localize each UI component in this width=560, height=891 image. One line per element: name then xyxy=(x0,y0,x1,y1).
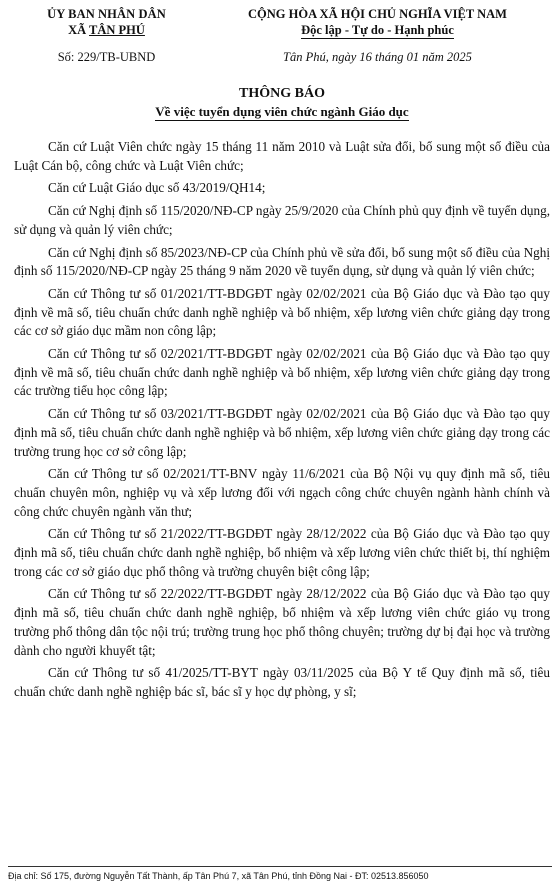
document-header xyxy=(14,6,550,38)
legal-basis-paragraph: Căn cứ Thông tư số 41/2025/TT-BYT ngày 03/11/2025 của Bộ Y tế Quy định mã số, tiêu chuẩn chức danh nghề nghiệp bác sĩ, bác sĩ y học dự phòng, y sĩ; xyxy=(14,665,550,699)
place-and-date: Tân Phú, ngày 16 tháng 01 năm 2025 xyxy=(283,50,472,64)
document-body xyxy=(14,138,550,702)
motto-text: Độc lập - Tự do - Hạnh phúc xyxy=(301,23,454,37)
legal-basis-paragraph: Căn cứ Thông tư số 02/2021/TT-BNV ngày 11/6/2021 của Bộ Nội vụ quy định mã số, tiêu chuẩn chuyên môn, nghiệp vụ và xếp lương đối với ngạch công chức chuyên ngành hành chính và công chức chuyên ngành văn thư; xyxy=(14,466,550,519)
national-heading xyxy=(205,6,550,38)
reference-row xyxy=(14,50,550,65)
nation-name: CỘNG HÒA XÃ HỘI CHỦ NGHĨA VIỆT NAM xyxy=(248,7,507,21)
issuing-authority xyxy=(14,6,199,38)
legal-basis-paragraph: Căn cứ Luật Viên chức ngày 15 tháng 11 năm 2010 và Luật sửa đổi, bổ sung một số điều của Luật Cán bộ, công chức và Luật Viên chức; xyxy=(14,139,550,173)
legal-basis-paragraph: Căn cứ Thông tư số 21/2022/TT-BGDĐT ngày 28/12/2022 của Bộ Giáo dục và Đào tạo quy định mã số, tiêu chuẩn chức danh nghề nghiệp, bổ nhiệm và xếp lương viên chức thiết bị, thí nghiệm trong các cơ sở giáo dục phổ thông và trường chuyên biệt công lập; xyxy=(14,526,550,579)
legal-basis-paragraph: Căn cứ Nghị định số 115/2020/NĐ-CP ngày 25/9/2020 của Chính phủ quy định về tuyển dụng, sử dụng và quản lý viên chức; xyxy=(14,203,550,237)
legal-basis-paragraph: Căn cứ Nghị định số 85/2023/NĐ-CP của Chính phủ về sửa đổi, bổ sung một số điều của Nghị định số 115/2020/NĐ-CP ngày 25 tháng 9 năm 2020 về tuyển dụng, sử dụng và quản lý viên chức; xyxy=(14,244,550,279)
legal-basis-paragraph: Căn cứ Thông tư số 01/2021/TT-BDGĐT ngày 02/02/2021 của Bộ Giáo dục và Đào tạo quy định về mã số, tiêu chuẩn chức danh nghề nghiệp và bổ nhiệm, xếp lương viên chức giảng dạy trong các cơ sở giáo dục mầm non công lập; xyxy=(14,285,550,339)
document-number: Số: 229/TB-UBND xyxy=(57,50,156,64)
legal-basis-paragraph: Căn cứ Thông tư số 03/2021/TT-BGDĐT ngày 02/02/2021 của Bộ Giáo dục và Đào tạo quy định mã số, tiêu chuẩn chức danh nghề nghiệp và bổ nhiệm, xếp lương viên chức giảng dạy trong các trường trung học cơ sở công lập; xyxy=(14,406,550,459)
footer-divider xyxy=(8,866,552,867)
footer-address: Địa chỉ: Số 175, đường Nguyễn Tất Thành, ấp Tân Phú 7, xã Tân Phú, tỉnh Đồng Nai - ĐT: 02513.856050 xyxy=(8,871,429,881)
national-motto xyxy=(205,22,550,38)
subtitle-text: Về việc tuyển dụng viên chức ngành Giáo dục xyxy=(155,104,409,119)
authority-line-1: ỦY BAN NHÂN DÂN xyxy=(47,7,166,21)
legal-basis-paragraph: Căn cứ Luật Giáo dục số 43/2019/QH14; xyxy=(48,180,266,196)
document-subtitle xyxy=(14,103,550,120)
authority-line-2 xyxy=(14,22,199,38)
legal-basis-paragraph: Căn cứ Thông tư số 02/2021/TT-BDGĐT ngày 02/02/2021 của Bộ Giáo dục và Đào tạo quy định về mã số, tiêu chuẩn chức danh nghề nghiệp và bổ nhiệm, xếp lương viên chức giảng dạy trong các trường tiểu học công lập; xyxy=(14,346,550,399)
document-title: THÔNG BÁO xyxy=(239,86,325,101)
authority-name: TÂN PHÚ xyxy=(89,23,145,37)
authority-prefix: XÃ xyxy=(68,23,90,37)
legal-basis-paragraph: Căn cứ Thông tư số 22/2022/TT-BGDĐT ngày 28/12/2022 của Bộ Giáo dục và Đào tạo quy định mã số, tiêu chuẩn chức danh nghề nghiệp, bổ nhiệm và xếp lương viên chức giáo vụ trong trường phổ thông dân tộc nội trú; trường trung học phổ thông chuyên; trường dự bị đại học và trường dành cho người khuyết tật; xyxy=(14,586,550,658)
